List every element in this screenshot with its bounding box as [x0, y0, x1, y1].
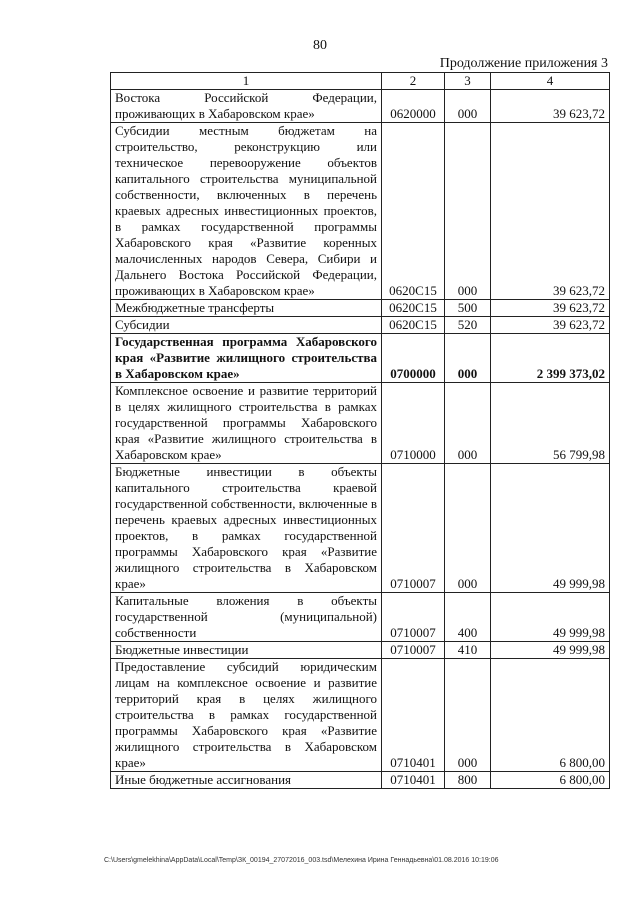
row-amount-cell: 39 623,72 — [491, 123, 610, 300]
table-row — [111, 123, 610, 300]
column-header-amount: 4 — [491, 73, 610, 90]
page-number: 80 — [313, 38, 327, 53]
row-name-cell: Государственная программа Хабаровского края «Развитие жилищного строительства в Хабаровском крае» — [111, 334, 382, 383]
row-code-cell: 0710007 — [382, 642, 445, 659]
row-name-cell: Комплексное освоение и развитие территорий в целях жилищного строительства в рамках государственной программы Хабаровского края «Развитие жилищного строительства в Хабаровском крае» — [111, 383, 382, 464]
row-amount-cell: 39 623,72 — [491, 90, 610, 123]
row-type-cell: 000 — [445, 334, 491, 383]
table-body — [111, 90, 610, 789]
row-amount-cell: 6 800,00 — [491, 772, 610, 789]
continuation-caption: Продолжение приложения 3 — [439, 56, 608, 71]
row-type-cell: 800 — [445, 772, 491, 789]
table-row — [111, 642, 610, 659]
row-type-cell: 000 — [445, 90, 491, 123]
table-row — [111, 464, 610, 593]
row-type-cell: 520 — [445, 317, 491, 334]
row-code-cell: 0620000 — [382, 90, 445, 123]
row-code-cell: 0620С15 — [382, 300, 445, 317]
row-name-cell: Субсидии местным бюджетам на строительство, реконструкцию или техническое перевооружение объектов капитального строительства муниципальной собственности, включенных в перечень краевых адресных инвестиционных проектов, в рамках государственной программы Хабаровского края «Развитие коренных малочисленных народов Севера, Сибири и Дальнего Востока Российской Федерации, проживающих в Хабаровском крае» — [111, 123, 382, 300]
row-type-cell: 000 — [445, 659, 491, 772]
row-amount-cell: 49 999,98 — [491, 464, 610, 593]
budget-table — [110, 72, 610, 789]
row-name-cell: Субсидии — [111, 317, 382, 334]
row-code-cell: 0620С15 — [382, 317, 445, 334]
row-code-cell: 0700000 — [382, 334, 445, 383]
row-type-cell: 400 — [445, 593, 491, 642]
row-name-cell: Капитальные вложения в объекты государственной (муниципальной) собственности — [111, 593, 382, 642]
table-row — [111, 772, 610, 789]
row-code-cell: 0620С15 — [382, 123, 445, 300]
row-type-cell: 000 — [445, 383, 491, 464]
row-name-cell: Предоставление субсидий юридическим лицам на комплексное освоение и развитие территорий края в целях жилищного строительства в рамках государственной программы Хабаровского края «Развитие жилищного строительства в Хабаровском крае» — [111, 659, 382, 772]
column-header-type: 3 — [445, 73, 491, 90]
row-type-cell: 000 — [445, 464, 491, 593]
file-path-footer: C:\Users\gmelekhina\AppData\Local\Temp\ЗК_00194_27072016_003.tsd\Мелехина Ирина Геннадьевна\01.08.2016 10:19:06 — [104, 857, 499, 864]
table-row — [111, 593, 610, 642]
row-code-cell: 0710000 — [382, 383, 445, 464]
row-type-cell: 000 — [445, 123, 491, 300]
column-header-name: 1 — [111, 73, 382, 90]
table-row — [111, 90, 610, 123]
row-name-cell: Бюджетные инвестиции — [111, 642, 382, 659]
row-code-cell: 0710401 — [382, 659, 445, 772]
column-header-code: 2 — [382, 73, 445, 90]
row-type-cell: 410 — [445, 642, 491, 659]
row-amount-cell: 6 800,00 — [491, 659, 610, 772]
row-amount-cell: 2 399 373,02 — [491, 334, 610, 383]
row-amount-cell: 49 999,98 — [491, 642, 610, 659]
row-code-cell: 0710401 — [382, 772, 445, 789]
table-row — [111, 300, 610, 317]
row-code-cell: 0710007 — [382, 464, 445, 593]
row-name-cell: Востока Российской Федерации, проживающих в Хабаровском крае» — [111, 90, 382, 123]
table-row — [111, 383, 610, 464]
row-type-cell: 500 — [445, 300, 491, 317]
table-row — [111, 659, 610, 772]
row-code-cell: 0710007 — [382, 593, 445, 642]
row-amount-cell: 56 799,98 — [491, 383, 610, 464]
table-row — [111, 317, 610, 334]
row-amount-cell: 39 623,72 — [491, 317, 610, 334]
row-name-cell: Межбюджетные трансферты — [111, 300, 382, 317]
table-header-row — [111, 73, 610, 90]
row-name-cell: Иные бюджетные ассигнования — [111, 772, 382, 789]
row-amount-cell: 49 999,98 — [491, 593, 610, 642]
row-amount-cell: 39 623,72 — [491, 300, 610, 317]
row-name-cell: Бюджетные инвестиции в объекты капитального строительства краевой государственной собственности, включенные в перечень краевых адресных инвестиционных проектов, в рамках государственной программы Хабаровского края «Развитие жилищного строительства в Хабаровском крае» — [111, 464, 382, 593]
table-row — [111, 334, 610, 383]
